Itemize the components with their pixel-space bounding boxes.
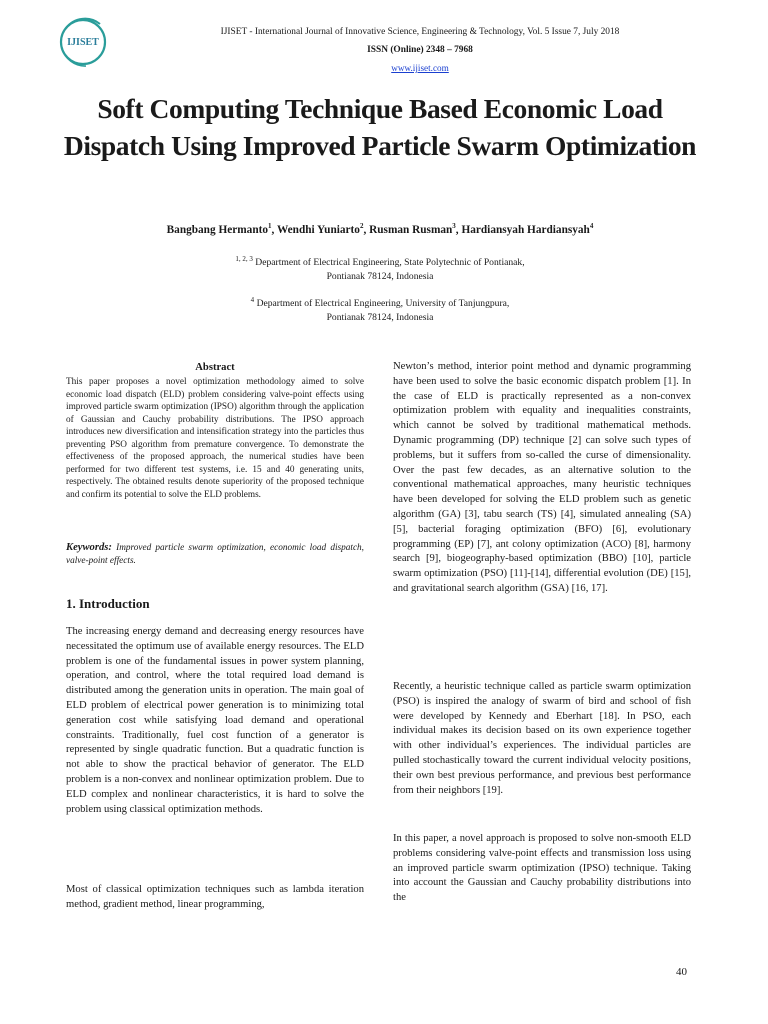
author-name: Bangbang Hermanto	[166, 223, 269, 236]
author-name: Rusman Rusman	[369, 223, 453, 236]
body-paragraph: Most of classical optimization techniques such as lambda iteration method, gradient method, linear programming,	[66, 884, 364, 910]
affiliation-sup: 1, 2, 3	[235, 255, 253, 263]
affiliation	[100, 293, 660, 325]
affiliation-line: Pontianak 78124, Indonesia	[326, 271, 434, 283]
affiliation	[100, 252, 660, 284]
page-number: 40	[676, 966, 687, 978]
journal-logo	[56, 14, 112, 70]
author-sup: 4	[589, 222, 594, 230]
author-name: Wendhi Yuniarto	[276, 223, 360, 236]
affiliation-line: Department of Electrical Engineering, University of Tanjungpura,	[256, 298, 510, 310]
affiliation-line: Pontianak 78124, Indonesia	[326, 312, 434, 324]
body-paragraph: Newton’s method, interior point method and dynamic programming have been used to solve the basic economic dispatch problem [1]. In the case of ELD is practically represented as a non-convex optimization problem with equality and inequalities constraints, which cannot be solved by traditional mathematical methods. Dynamic programming (DP) technique [2] can solve such types of problems, but it suffers from so-called the curse of dimensionality. Over the past few decades, as an alternative solution to the conventional mathematical approaches, many heuristic techniques have been developed for solving the ELD problem such as genetic algorithm (GA) [3], tabu search (TS) [4], simulated annealing (SA) [5], bacterial foraging optimization (BFO) [6], evolutionary programming (EP) [7], ant colony optimization (ACO) [8], harmony search [9], biogeography-based optimization (BBO) [10], particle swarm optimization (PSO) [11]-[14], differential evolution (DE) [15], and gravitational search algorithm (GSA) [16, 17].	[393, 361, 691, 594]
affiliation-line: Department of Electrical Engineering, State Polytechnic of Pontianak,	[255, 257, 525, 269]
author-sup: 2	[359, 222, 364, 230]
keywords	[66, 541, 364, 568]
keywords-text: Improved particle swarm optimization, economic load dispatch, valve-point effects.	[66, 543, 364, 566]
body-paragraph: In this paper, a novel approach is proposed to solve non-smooth ELD problems considering valve-point effects and transmission loss using an improved particle swarm optimization (IPSO) technique. Taking into account the Gaussian and Cauchy probability distributions into the	[393, 833, 691, 904]
author-sup: 1	[268, 222, 272, 230]
section-heading: 1. Introduction	[66, 596, 150, 611]
journal-url-link[interactable]: www.ijiset.com	[391, 63, 449, 73]
abstract-body: This paper proposes a novel optimization methodology aimed to solve economic load dispatch (ELD) problem considering valve-point effects using improved particle swarm optimization (IPSO) algorithm through the application of Gaussian and Cauchy probability distributions. The IPSO approach introduces new diversification and intensification strategy into the particles thus preventing PSO algorithm from premature convergence. To demonstrate the effectiveness of the proposed approach, the numerical studies have been performed for two different test systems, i.e. 15 and 40 generating units, respectively. The obtained results denote superiority of the proposed technique and confirm its potential to solve the ELD problems.	[66, 377, 364, 500]
body-paragraph: The increasing energy demand and decreasing energy resources have necessitated the optimum use of available energy resources. The ELD problem is one of the fundamental issues in power system planning, operation, and control, where the total required load demand is distributed among the generation units in operation. The main goal of ELD problem of electrical power generation is to minimizing total generation cost while satisfying load demand and operational constraints. Traditionally, fuel cost function of a generator is represented by single quadratic function. But a quadratic function is not able to show the practical behavior of generator. The ELD problem is a non-convex and nonlinear optimization problem. Due to ELD complex and nonlinear characteristics, it is hard to solve the problem using classical optimization methods.	[66, 626, 364, 815]
journal-name: IJISET - International Journal of Innovative Science, Engineering & Technology, Vol. 5 Issue 7, July 2018	[220, 27, 620, 37]
affiliation-sup: 4	[250, 296, 255, 304]
abstract-heading: Abstract	[195, 362, 235, 373]
author-sup: 3	[452, 222, 456, 230]
author-name: Hardiansyah Hardiansyah	[461, 223, 590, 236]
body-paragraph: Recently, a heuristic technique called as particle swarm optimization (PSO) is inspired the analogy of swarm of bird and school of fish were developed by Kennedy and Eberhart [18]. In PSO, each individual makes its decision based on its own experience together with other individual’s experiences. The individual particles are pulled stochastically toward the current individual velocity positions, their own best previous performance, and previous best performance from their neighbors [19].	[393, 681, 691, 796]
author-list: Bangbang Hermanto$^1$, Wendhi Yuniarto$^2$, Rusman Rusman$^3$, Hardiansyah Hardiansyah$^4$	[166, 222, 594, 236]
keywords-label: Keywords:	[66, 542, 112, 553]
issn: ISSN (Online) 2348 – 7968	[367, 45, 473, 55]
paper-title: Soft Computing Technique Based Economic Load Dispatch Using Improved Particle Swarm Optimization	[63, 93, 697, 161]
logo-text: IJISET	[67, 37, 99, 48]
